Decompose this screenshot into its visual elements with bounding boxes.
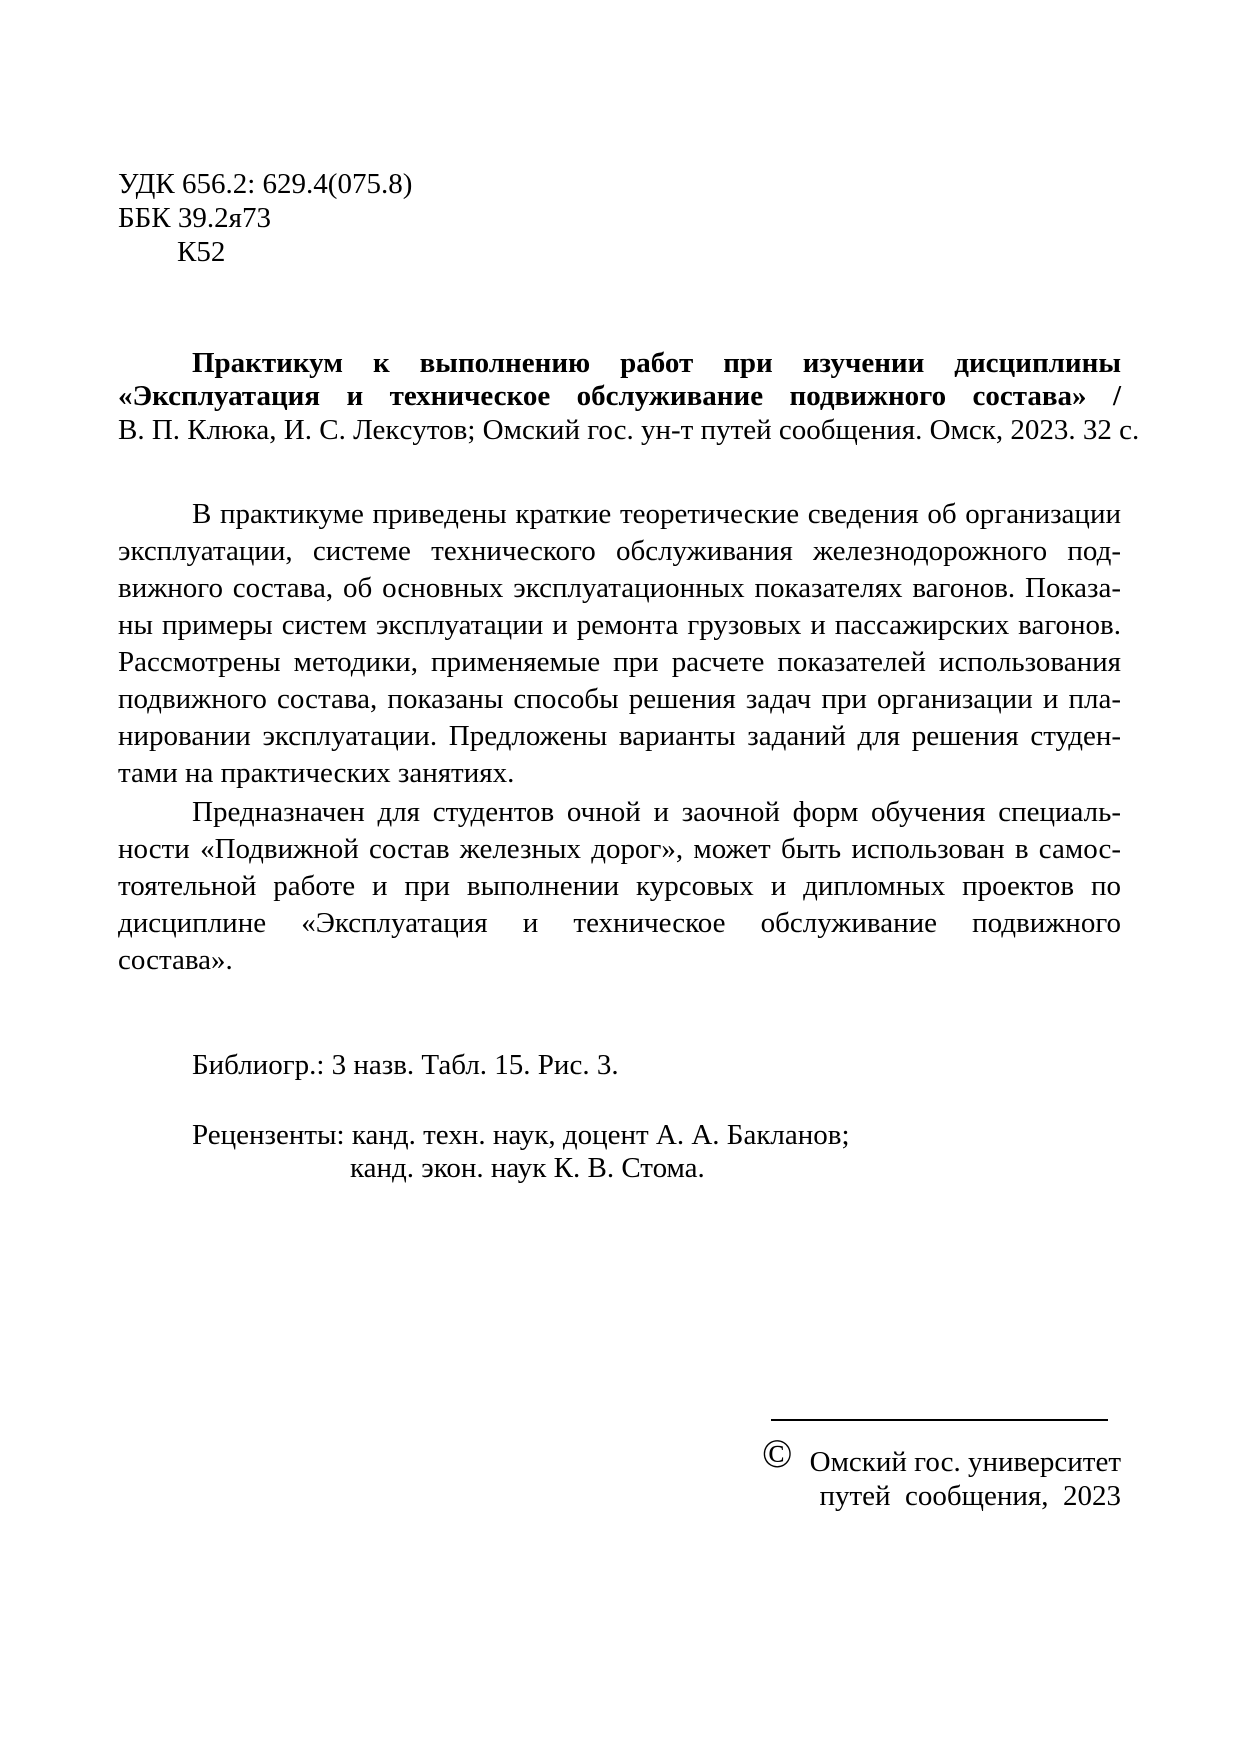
bbk-code: ББК 39.2я73 <box>118 202 271 234</box>
abstract-line: ности «Подвижной состав железных дорог», может быть использован в самос- <box>118 833 1121 865</box>
abstract-line: нировании эксплуатации. Предложены варианты заданий для решения студен- <box>118 720 1121 752</box>
abstract-line: дисциплине «Эксплуатация и техническое обслуживание подвижного <box>118 907 1121 939</box>
bibliography-info: Библиогр.: 3 назв. Табл. 15. Рис. 3. <box>192 1049 619 1081</box>
copyright-divider <box>771 1419 1108 1421</box>
reviewers-line: канд. экон. наук К. В. Стома. <box>350 1152 705 1184</box>
abstract-line: В практикуме приведены краткие теоретические сведения об организации <box>192 498 1121 530</box>
copyright-year: путей сообщения, 2023 <box>819 1480 1121 1512</box>
copyright-icon: © <box>762 1431 793 1476</box>
citation-title-line: Практикум к выполнению работ при изучении дисциплины <box>192 347 1121 379</box>
abstract-line: Предназначен для студентов очной и заочной форм обучения специаль- <box>192 796 1121 828</box>
copyright-holder: Омский гос. университет <box>809 1446 1121 1478</box>
citation-authors-line: В. П. Клюка, И. С. Лекcутов; Омский гос. ун-т путей сообщения. Омск, 2023. 32 с. <box>118 414 1140 446</box>
abstract-line: подвижного состава, показаны способы решения задач при организации и пла- <box>118 683 1121 715</box>
abstract-line: ны примеры систем эксплуатации и ремонта грузовых и пассажирских вагонов. <box>118 609 1121 641</box>
abstract-line: состава». <box>118 944 233 976</box>
abstract-line: тами на практических занятиях. <box>118 757 515 789</box>
abstract-line: тоятельной работе и при выполнении курсовых и дипломных проектов по <box>118 870 1121 902</box>
author-mark: К52 <box>177 236 226 268</box>
citation-title-line: «Эксплуатация и техническое обслуживание подвижного состава» / <box>118 380 1121 412</box>
reviewers-line: Рецензенты: канд. техн. наук, доцент А. А. Бакланов; <box>192 1119 850 1151</box>
abstract-line: Рассмотрены методики, применяемые при расчете показателей использования <box>118 646 1121 678</box>
udk-code: УДК 656.2: 629.4(075.8) <box>118 168 413 200</box>
abstract-line: вижного состава, об основных эксплуатационных показателях вагонов. Показа- <box>118 572 1121 604</box>
abstract-line: эксплуатации, системе технического обслуживания железнодорожного под- <box>118 535 1121 567</box>
